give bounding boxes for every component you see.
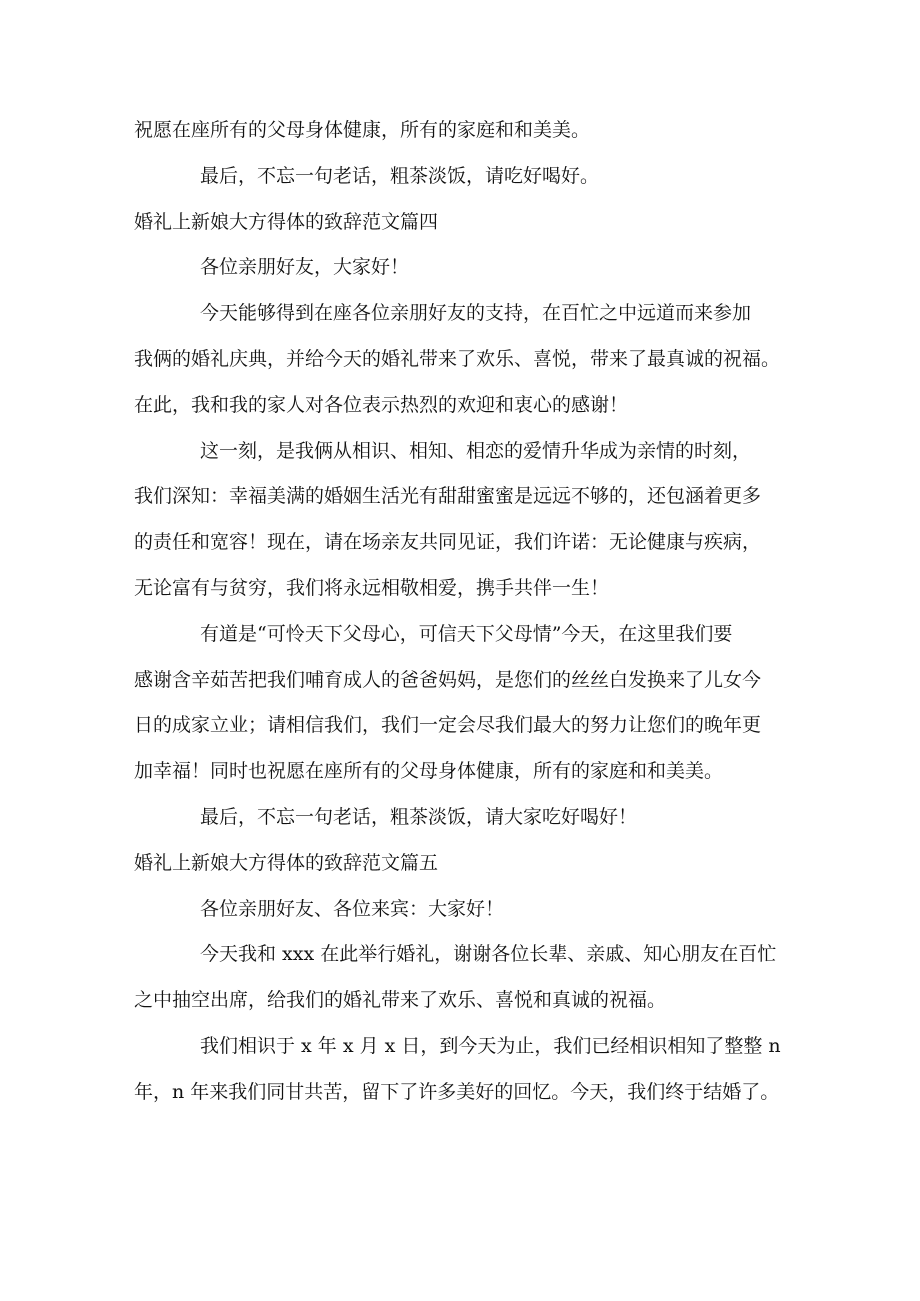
paragraph-line: 的责任和宽容！现在，请在场亲友共同见证，我们许诺：无论健康与疾病， bbox=[134, 531, 762, 554]
paragraph-line: 最后，不忘一句老话，粗茶淡饭，请吃好喝好。 bbox=[200, 164, 600, 187]
paragraph-line: 之中抽空出席，给我们的婚礼带来了欢乐、喜悦和真诚的祝福。 bbox=[134, 989, 667, 1012]
greeting-line: 各位亲朋好友、各位来宾：大家好！ bbox=[200, 897, 505, 920]
paragraph-line: 最后，不忘一句老话，粗茶淡饭，请大家吃好喝好！ bbox=[200, 805, 638, 828]
paragraph-line: 我们深知：幸福美满的婚姻生活光有甜甜蜜蜜是远远不够的，还包涵着更多 bbox=[134, 485, 762, 508]
paragraph-line: 祝愿在座所有的父母身体健康，所有的家庭和和美美。 bbox=[134, 119, 591, 141]
paragraph-line: 今天能够得到在座各位亲朋好友的支持，在百忙之中远道而来参加 bbox=[200, 302, 752, 325]
greeting-line: 各位亲朋好友，大家好！ bbox=[200, 256, 410, 279]
paragraph-line: 年，n 年来我们同甘共苦，留下了许多美好的回忆。今天，我们终于结婚了。 bbox=[134, 1080, 780, 1103]
section-heading: 婚礼上新娘大方得体的致辞范文篇五 bbox=[134, 851, 439, 874]
paragraph-line: 加幸福！同时也祝愿在座所有的父母身体健康，所有的家庭和和美美。 bbox=[134, 760, 724, 783]
paragraph-line: 我们相识于 x 年 x 月 x 日，到今天为止，我们已经相识相知了整整 n bbox=[200, 1034, 781, 1057]
document-body bbox=[134, 108, 804, 1116]
paragraph-line: 今天我和 xxx 在此举行婚礼，谢谢各位长辈、亲戚、知心朋友在百忙 bbox=[200, 943, 777, 966]
section-heading: 婚礼上新娘大方得体的致辞范文篇四 bbox=[134, 210, 439, 233]
paragraph-line: 无论富有与贫穷，我们将永远相敬相爱，携手共伴一生！ bbox=[134, 576, 610, 599]
paragraph-line: 日的成家立业；请相信我们，我们一定会尽我们最大的努力让您们的晚年更 bbox=[134, 714, 762, 737]
paragraph-line: 感谢含辛茹苦把我们哺育成人的爸爸妈妈，是您们的丝丝白发换来了儿女今 bbox=[134, 668, 762, 691]
paragraph-line: 这一刻，是我俩从相识、相知、相恋的爱情升华成为亲情的时刻， bbox=[200, 439, 752, 462]
paragraph-line: 我俩的婚礼庆典，并给今天的婚礼带来了欢乐、喜悦，带来了最真诚的祝福。 bbox=[134, 347, 781, 370]
paragraph-line: 在此，我和我的家人对各位表示热烈的欢迎和衷心的感谢！ bbox=[134, 393, 629, 416]
paragraph-line: 有道是“可怜天下父母心，可信天下父母情”今天，在这里我们要 bbox=[200, 622, 733, 645]
